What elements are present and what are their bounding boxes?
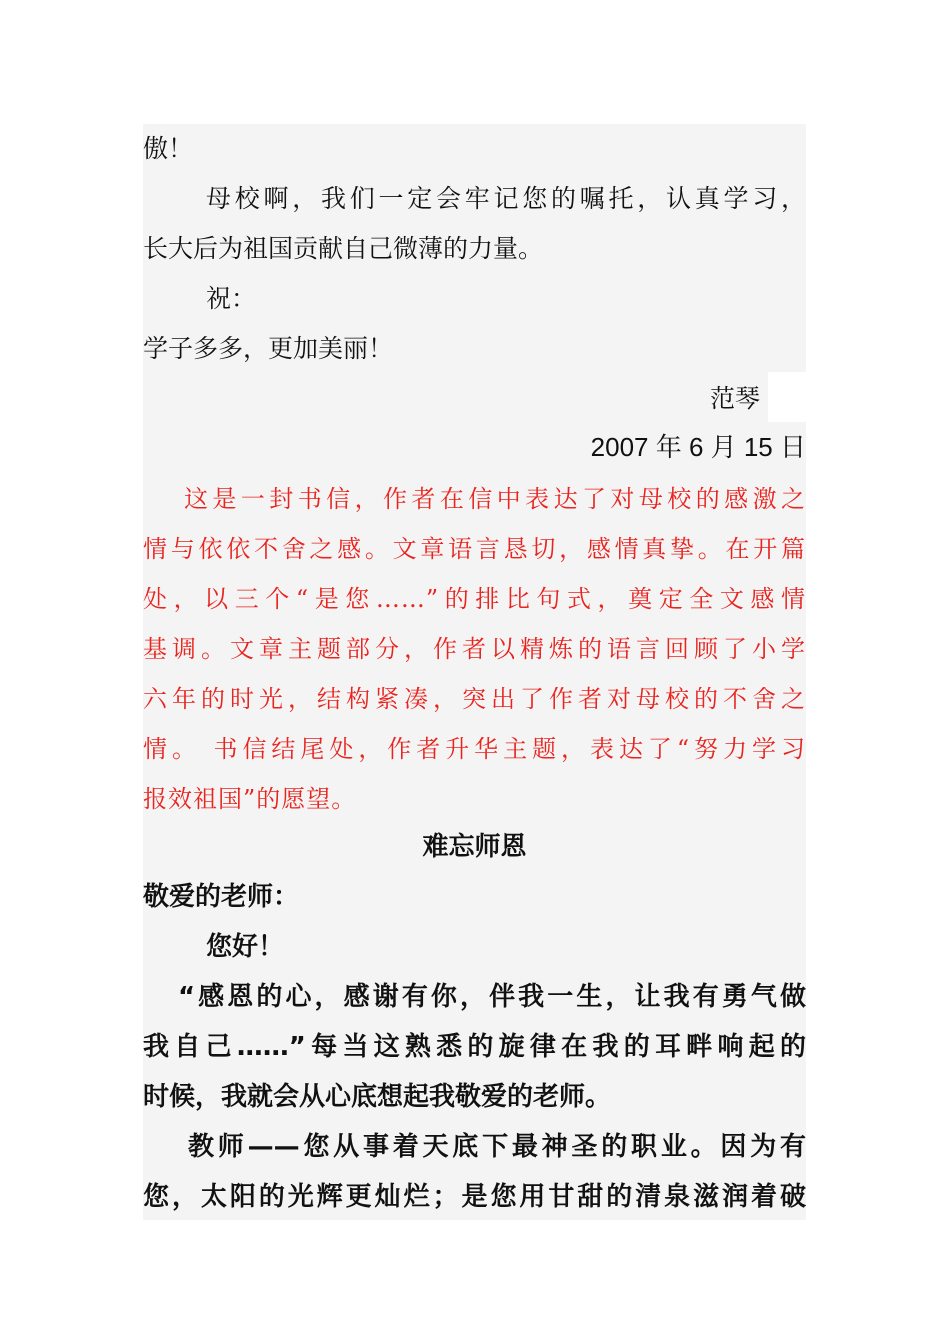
commentary-line: 这是一封书信，作者在信中表达了对母校的感激之 (184, 485, 806, 513)
blank-patch (768, 372, 806, 422)
essay-greeting: 您好！ (206, 932, 285, 962)
letter-paragraph-line: 长大后为祖国贡献自己微薄的力量。 (143, 234, 544, 263)
essay-salutation: 敬爱的老师： (143, 882, 300, 912)
letter-wish: 祝： (206, 284, 257, 313)
letter-paragraph-line: 母校啊，我们一定会牢记您的嘱托，认真学习， (206, 184, 806, 213)
essay-title: 难忘师恩 (422, 832, 527, 862)
commentary-line: 六年的时光，结构紧凑，突出了作者对母校的不舍之 (143, 685, 806, 713)
letter-wish-line: 学子多多，更加美丽！ (143, 334, 394, 363)
essay-line: 教师——您从事着天底下最神圣的职业。因为有 (188, 1132, 806, 1162)
commentary-line: 情。 书信结尾处，作者升华主题，表达了“努力学习 (143, 735, 806, 763)
letter-signature: 范琴 (710, 384, 761, 413)
letter-line: 傲！ (143, 134, 194, 163)
letter-date: 2007 年 6 月 15 日 (590, 432, 806, 462)
commentary-line: 基调。文章主题部分，作者以精炼的语言回顾了小学 (143, 635, 806, 663)
essay-line: 时候，我就会从心底想起我敬爱的老师。 (143, 1082, 612, 1112)
essay-line: 我自己……”每当这熟悉的旋律在我的耳畔响起的 (143, 1032, 806, 1062)
essay-line: 您，太阳的光辉更灿烂；是您用甘甜的清泉滋润着破 (143, 1182, 806, 1212)
commentary-line: 报效祖国”的愿望。 (143, 785, 357, 813)
commentary-line: 处，以三个“是您……”的排比句式，奠定全文感情 (143, 585, 806, 613)
essay-line: “感恩的心，感谢有你，伴我一生，让我有勇气做 (178, 982, 806, 1012)
commentary-line: 情与依依不舍之感。文章语言恳切，感情真挚。在开篇 (143, 535, 806, 563)
